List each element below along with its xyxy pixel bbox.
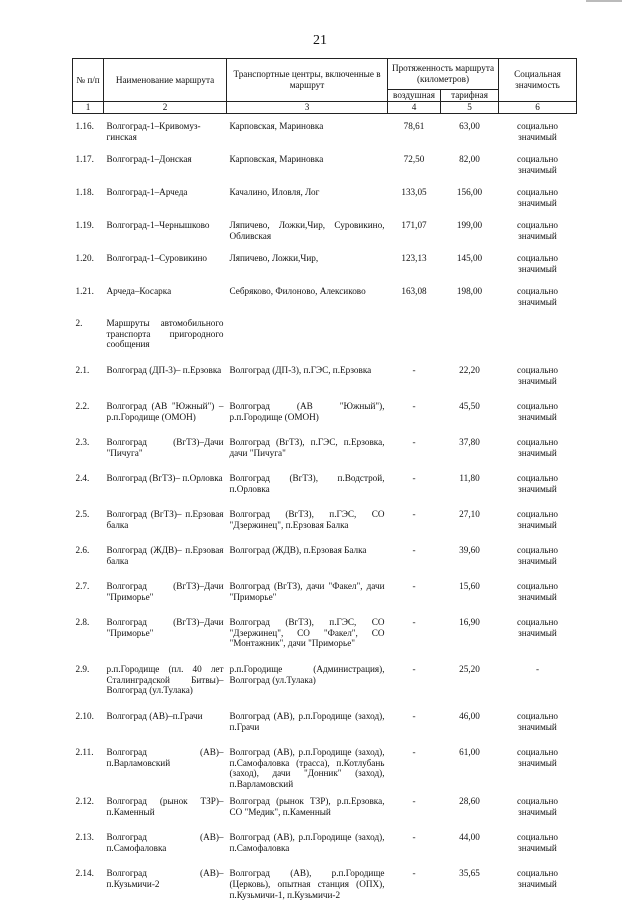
- transport-centers: р.п.Городище (Администрация), Волгоград (ул.Тулака): [229, 663, 385, 685]
- table-row: [73, 312, 577, 359]
- social-significance: социально значимый: [517, 472, 558, 494]
- route-number: 2.14.: [75, 868, 94, 879]
- route-number: 2.13.: [75, 832, 94, 843]
- route-number: 2.11.: [75, 746, 94, 757]
- route-number: 2.8.: [75, 616, 90, 627]
- route-name: Волгоград (ВгТЗ)–Дачи "Приморье": [106, 580, 224, 602]
- route-name: Волгоград-1–Чернышково: [106, 219, 210, 230]
- route-number: 1.19.: [75, 219, 94, 230]
- route-number: 1.20.: [75, 252, 94, 263]
- tariff-distance: 46,00: [459, 710, 480, 721]
- transport-centers: Волгоград (ВгТЗ), п.ГЭС, СО "Дзержинец", п.Ерзовая Балка: [229, 508, 385, 530]
- tariff-distance: 44,00: [459, 832, 480, 843]
- table-row: [73, 658, 577, 705]
- route-name: р.п.Городище (пл. 40 лет Сталинградской Битвы)–Волгоград (ул.Тулака): [106, 663, 224, 696]
- social-significance: социально значимый: [517, 710, 558, 732]
- social-significance: социально значимый: [517, 400, 558, 422]
- table-row: [73, 611, 577, 658]
- tariff-distance: 199,00: [456, 219, 483, 230]
- table-row: [73, 246, 577, 279]
- table-row: [73, 741, 577, 790]
- route-number: 2.10.: [75, 710, 94, 721]
- route-name: Волгоград (АВ)–п.Кузьмичи-2: [106, 868, 224, 890]
- header-tariff: тарифная: [441, 90, 499, 102]
- social-significance: [499, 312, 577, 359]
- transport-centers: Волгоград (ДП-3), п.ГЭС, п.Ерзовка: [229, 364, 372, 375]
- header-air: воздушная: [388, 90, 441, 102]
- column-number: 5: [441, 101, 499, 113]
- social-significance: социально значимый: [517, 508, 558, 530]
- air-distance: [388, 312, 441, 359]
- tariff-distance: 11,80: [459, 472, 480, 483]
- table-row: [73, 213, 577, 246]
- route-number: 2.5.: [75, 508, 90, 519]
- tariff-distance: 22,20: [459, 364, 480, 375]
- column-number: 1: [73, 101, 104, 113]
- air-distance: 72,50: [403, 153, 425, 164]
- social-significance: социально значимый: [517, 186, 558, 208]
- route-name: Волгоград (ЖДВ)– п.Ерзовая балка: [106, 544, 224, 566]
- social-significance: социально значимый: [517, 436, 558, 458]
- tariff-distance: 27,10: [459, 508, 480, 519]
- air-distance: -: [412, 544, 416, 555]
- route-name: Волгоград (АВ "Южный") – р.п.Городище (ОМОН): [106, 400, 224, 422]
- tariff-distance: 39,60: [459, 544, 480, 555]
- route-number: 1.21.: [75, 285, 94, 296]
- social-significance: социально значимый: [517, 219, 558, 241]
- route-name: Волгоград (ВгТЗ)–Дачи "Пичуга": [106, 436, 224, 458]
- social-significance: социально значимый: [517, 580, 558, 602]
- column-number: 6: [499, 101, 577, 113]
- route-number: 2.1.: [75, 364, 90, 375]
- table-row: [73, 862, 577, 909]
- social-significance: социально значимый: [517, 544, 558, 566]
- route-name: Волгоград (ВгТЗ)– п.Ерзовая балка: [106, 508, 224, 530]
- route-name: Волгоград (ВгТЗ)– п.Орловка: [106, 472, 223, 483]
- tariff-distance: 145,00: [456, 252, 483, 263]
- header-num: № п/п: [73, 59, 104, 102]
- air-distance: -: [412, 663, 416, 674]
- social-significance: социально значимый: [517, 796, 558, 818]
- transport-centers: Ляпичево, Ложки,Чир,: [229, 252, 319, 263]
- transport-centers: [227, 312, 388, 359]
- social-significance: социально значимый: [517, 746, 558, 768]
- tariff-distance: 45,50: [459, 400, 480, 411]
- header-social: Социальная значимость: [499, 59, 577, 102]
- social-significance: социально значимый: [517, 120, 558, 142]
- route-number: 2.: [75, 317, 83, 328]
- route-name: Волгоград-1–Суровикино: [106, 252, 208, 263]
- social-significance: социально значимый: [517, 868, 558, 890]
- column-number: 4: [388, 101, 441, 113]
- social-significance: социально значимый: [517, 616, 558, 638]
- transport-centers: Волгоград (АВ), р.п.Городище (заход), п.Самофаловка (трасса), п.Котлубань (заход), дачи "Донник" (заход), п.Варламовский: [229, 746, 385, 790]
- route-name: Волгоград (ВгТЗ)–Дачи "Приморье": [106, 616, 224, 638]
- social-significance: социально значимый: [517, 832, 558, 854]
- transport-centers: Волгоград (АВ), р.п.Городище (заход), п.Грачи: [229, 710, 385, 732]
- table-row: [73, 395, 577, 431]
- transport-centers: Качалино, Иловля, Лог: [229, 186, 320, 197]
- tariff-distance: 37,80: [459, 436, 480, 447]
- route-name: Волгоград (АВ)–п.Варламовский: [106, 746, 224, 768]
- social-significance: социально значимый: [517, 252, 558, 274]
- route-name: Волгоград-1–Арчеда: [106, 186, 188, 197]
- route-number: 2.3.: [75, 436, 90, 447]
- air-distance: -: [412, 364, 416, 375]
- transport-centers: Карповская, Мариновка: [229, 120, 324, 131]
- air-distance: 123,13: [401, 252, 427, 263]
- column-number: 3: [227, 101, 388, 113]
- tariff-distance: 15,60: [459, 580, 480, 591]
- header-transport-centers: Транспортные центры, включенные в маршрут: [227, 59, 388, 102]
- air-distance: 133,05: [401, 186, 427, 197]
- table-row: [73, 180, 577, 213]
- transport-centers: Волгоград (рынок ТЗР), р.п.Ерзовка, СО "Медик", п.Каменный: [229, 796, 385, 818]
- table-row: [73, 431, 577, 467]
- table-row: [73, 539, 577, 575]
- header-length: Протяженность маршрута (километров): [388, 59, 499, 90]
- transport-centers: Ляпичево, Ложки,Чир, Суровикино, Обливская: [229, 219, 385, 241]
- transport-centers: Волгоград (ВгТЗ), дачи "Факел", дачи "Приморье": [229, 580, 385, 602]
- transport-centers: Волгоград (АВ), р.п.Городище (заход), п.Самофаловка: [229, 832, 385, 854]
- route-number: 2.6.: [75, 544, 90, 555]
- table-row: [73, 575, 577, 611]
- tariff-distance: 16,90: [459, 616, 480, 627]
- transport-centers: Волгоград (ВгТЗ), п.ГЭС, СО "Дзержинец", СО "Факел", СО "Монтажник", дачи "Приморье": [229, 616, 385, 649]
- table-body: [73, 113, 577, 909]
- table-row: [73, 790, 577, 826]
- route-number: 2.7.: [75, 580, 90, 591]
- air-distance: -: [412, 616, 416, 627]
- table-row: [73, 467, 577, 503]
- air-distance: -: [412, 508, 416, 519]
- tariff-distance: 156,00: [456, 186, 483, 197]
- transport-centers: Волгоград (ВгТЗ), п.ГЭС, п.Ерзовка, дачи "Пичуга": [229, 436, 385, 458]
- route-number: 2.12.: [75, 796, 94, 807]
- route-name: Волгоград-1–Кривомуз-гинская: [106, 120, 201, 142]
- air-distance: -: [412, 436, 416, 447]
- air-distance: -: [412, 710, 416, 721]
- route-number: 1.17.: [75, 153, 94, 164]
- route-name: Волгоград (ДП-3)– п.Ерзовка: [106, 364, 222, 375]
- air-distance: -: [412, 796, 416, 807]
- route-number: 1.16.: [75, 120, 94, 131]
- route-number: 2.4.: [75, 472, 90, 483]
- transport-centers: Волгоград (АВ), р.п.Городище (Церковь), опытная станция (ОПХ), п.Кузьмичи-1, п.Кузьмичи-2: [229, 868, 385, 900]
- table-row: [73, 826, 577, 862]
- table-row: [73, 705, 577, 741]
- transport-centers: Волгоград (ВгТЗ), п.Водстрой, п.Орловка: [229, 472, 385, 494]
- route-number: 2.9.: [75, 663, 90, 674]
- route-name: Волгоград-1–Донская: [106, 153, 192, 164]
- transport-centers: Карповская, Мариновка: [229, 153, 324, 164]
- route-number: 2.2.: [75, 400, 90, 411]
- route-name: Волгоград (АВ)–п.Самофаловка: [106, 832, 224, 854]
- route-name: Волгоград (рынок ТЗР)– п.Каменный: [106, 796, 224, 818]
- air-distance: 163,08: [401, 285, 427, 296]
- scan-edge-mark: [586, 0, 622, 2]
- table-row: [73, 113, 577, 147]
- social-significance: социально значимый: [517, 153, 558, 175]
- air-distance: -: [412, 580, 416, 591]
- tariff-distance: 61,00: [459, 746, 480, 757]
- table-row: [73, 359, 577, 395]
- column-number: 2: [104, 101, 227, 113]
- table-row: [73, 503, 577, 539]
- air-distance: -: [412, 400, 416, 411]
- route-name: Маршруты автомобильного транспорта пригородного сообщения: [106, 317, 224, 350]
- air-distance: -: [412, 868, 416, 879]
- tariff-distance: 28,60: [459, 796, 480, 807]
- air-distance: -: [412, 472, 416, 483]
- header-route-name: Наименование маршрута: [104, 59, 227, 102]
- air-distance: 171,07: [401, 219, 427, 230]
- tariff-distance: 198,00: [456, 285, 483, 296]
- transport-centers: Себряково, Филоново, Алексиково: [229, 285, 366, 296]
- transport-centers: Волгоград (АВ "Южный"), р.п.Городище (ОМОН): [229, 400, 385, 422]
- route-number: 1.18.: [75, 186, 94, 197]
- route-name: Арчеда–Косарка: [106, 285, 172, 296]
- air-distance: -: [412, 832, 416, 843]
- transport-centers: Волгоград (ЖДВ), п.Ерзовая Балка: [229, 544, 367, 555]
- routes-table: [72, 58, 577, 909]
- tariff-distance: 63,00: [459, 120, 480, 131]
- tariff-distance: [441, 312, 499, 359]
- tariff-distance: 25,20: [459, 663, 480, 674]
- social-significance: социально значимый: [517, 285, 558, 307]
- route-name: Волгоград (АВ)–п.Грачи: [106, 710, 203, 721]
- tariff-distance: 35,65: [459, 868, 480, 879]
- tariff-distance: 82,00: [459, 153, 480, 164]
- table-row: [73, 147, 577, 180]
- social-significance: -: [535, 663, 540, 674]
- air-distance: 78,61: [403, 120, 425, 131]
- page-number: 21: [313, 33, 327, 48]
- social-significance: социально значимый: [517, 364, 558, 386]
- air-distance: -: [412, 746, 416, 757]
- table-row: [73, 279, 577, 312]
